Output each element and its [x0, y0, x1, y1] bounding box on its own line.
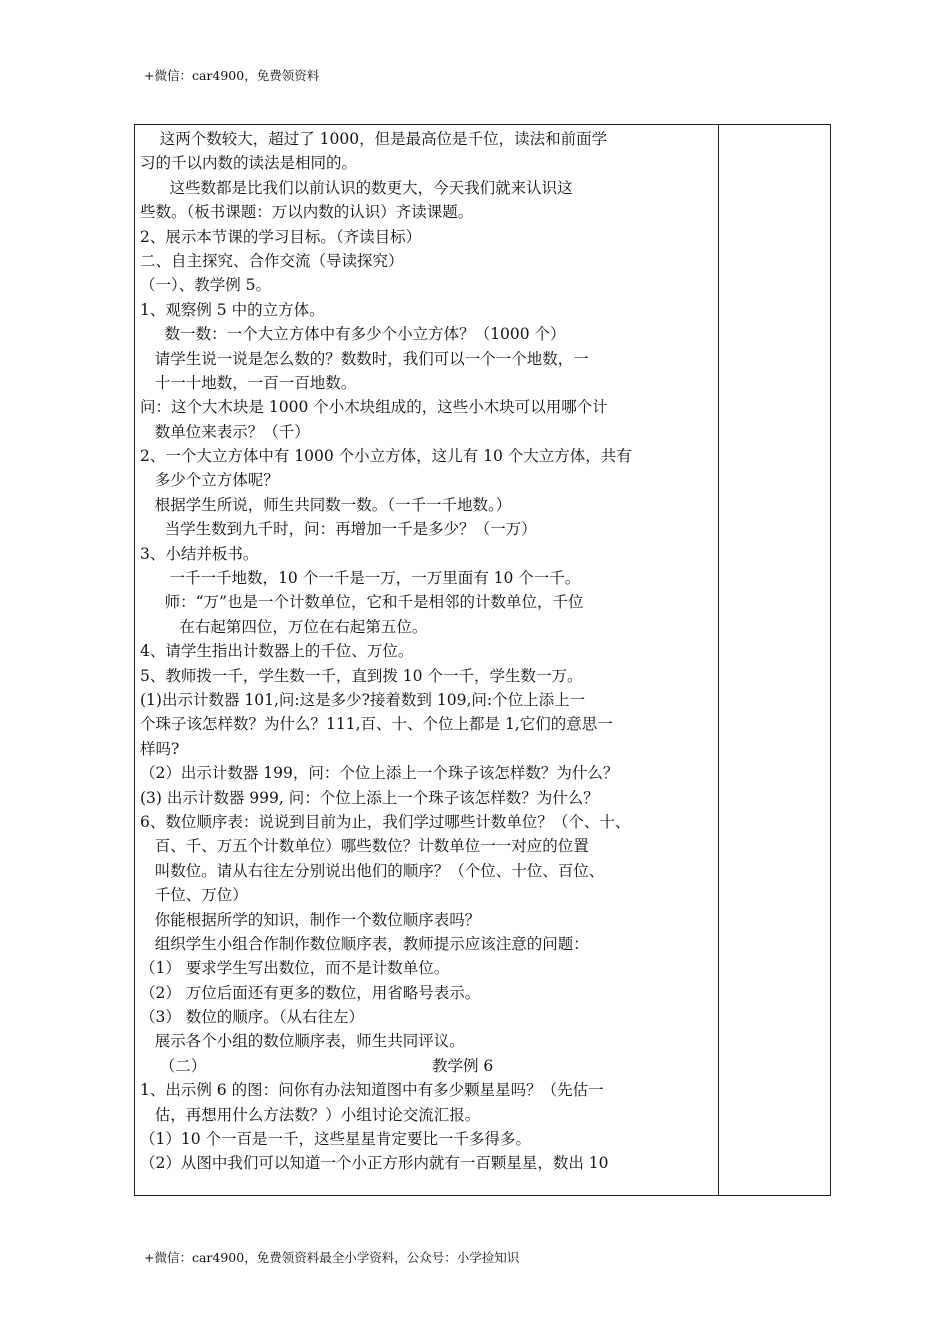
text-line: （1） 要求学生写出数位，而不是计数单位。 — [140, 959, 450, 978]
text-line: 问：这个大木块是 1000 个小木块组成的，这些小木块可以用哪个计 — [140, 398, 608, 417]
text-line: 2、一个大立方体中有 1000 个小立方体，这儿有 10 个大立方体，共有 — [140, 447, 632, 466]
text-line: 5、教师拨一千，学生数一千，直到拨 10 个一千，学生数一万。 — [140, 666, 583, 685]
text-line: 当学生数到九千时，问：再增加一千是多少？（一万） — [140, 520, 537, 539]
text-line: 师：“万”也是一个计数单位，它和千是相邻的计数单位，千位 — [140, 593, 584, 612]
text-line: 数一数：一个大立方体中有多少个小立方体？（1000 个） — [140, 325, 566, 344]
column-divider — [718, 124, 719, 1196]
text-line: 这些数都是比我们以前认识的数更大，今天我们就来认识这 — [140, 178, 573, 197]
page-footer: +微信：car4900，免费领资料最全小学资料，公众号：小学捡知识 — [144, 1250, 520, 1265]
text-line: 1、观察例 5 中的立方体。 — [140, 300, 325, 319]
text-line: 叫数位。请从右往左分别说出他们的顺序？（个位、十位、百位、 — [140, 861, 605, 880]
text-line: 根据学生所说，师生共同数一数。（一千一千地数。） — [140, 495, 512, 514]
text-line: 展示各个小组的数位顺序表，师生共同评议。 — [140, 1032, 465, 1051]
page-header: +微信：car4900，免费领资料 — [144, 68, 320, 83]
text-line: 千位、万位） — [140, 886, 248, 905]
text-line: 请学生说一说是怎么数的？数数时，我们可以一个一个地数，一 — [140, 349, 589, 368]
text-line: 组织学生小组合作制作数位顺序表，教师提示应该注意的问题： — [140, 934, 589, 953]
text-line: 十一十地数，一百一百地数。 — [140, 373, 357, 392]
text-line: 2、展示本节课的学习目标。（齐读目标） — [140, 227, 422, 246]
text-line: （2） 万位后面还有更多的数位，用省略号表示。 — [140, 983, 481, 1002]
text-line: （一）、教学例 5。 — [140, 276, 272, 295]
text-line: 习的千以内数的读法是相同的。 — [140, 154, 358, 173]
text-line: 3、小结并板书。 — [140, 544, 259, 563]
section-heading-row — [140, 1054, 712, 1078]
text-line: 百、千、万五个计数单位）哪些数位？计数单位一一对应的位置 — [140, 837, 589, 856]
section-number: （二） — [140, 1056, 207, 1075]
text-line: 样吗? — [140, 739, 180, 758]
text-line: 数单位来表示？（千） — [140, 422, 310, 441]
section-title: 教学例 6 — [432, 1056, 494, 1075]
text-line: 在右起第四位，万位在右起第五位。 — [140, 617, 428, 636]
text-line: (1)出示计数器 101,问:这是多少?接着数到 109,问:个位上添上一 — [140, 690, 586, 709]
text-line: （2）出示计数器 199，问：个位上添上一个珠子该怎样数？为什么？ — [140, 764, 619, 783]
text-line: (3) 出示计数器 999, 问：个位上添上一个珠子该怎样数？为什么？ — [140, 788, 599, 807]
text-line: 1、出示例 6 的图：问你有办法知道图中有多少颗星星吗？（先估一 — [140, 1081, 604, 1100]
text-line: 个珠子该怎样数？为什么？111,百、十、个位上都是 1,它们的意思一 — [140, 715, 613, 734]
text-line: （2）从图中我们可以知道一个小正方形内就有一百颗星星，数出 10 — [140, 1154, 609, 1173]
text-line: 些数。（板书课题：万以内数的认识）齐读课题。 — [140, 203, 474, 222]
lesson-content — [140, 127, 712, 1176]
text-line: 6、数位顺序表：说说到目前为止，我们学过哪些计数单位？（个、十、 — [140, 812, 631, 831]
text-line: （1）10 个一百是一千，这些星星肯定要比一千多得多。 — [140, 1130, 532, 1149]
text-line: 4、请学生指出计数器上的千位、万位。 — [140, 642, 414, 661]
text-line: （3） 数位的顺序。（从右往左） — [140, 1008, 365, 1027]
text-line: 你能根据所学的知识，制作一个数位顺序表吗？ — [140, 910, 481, 929]
text-line: 这两个数较大，超过了 1000，但是最高位是千位，读法和前面学 — [140, 130, 608, 148]
text-line: 多少个立方体呢？ — [140, 471, 279, 490]
section-heading: 二、自主探究、合作交流（导读探究） — [140, 251, 404, 270]
text-line: 估，再想用什么方法数？）小组讨论交流汇报。 — [140, 1105, 481, 1124]
text-line: 一千一千地数，10 个一千是一万，一万里面有 10 个一千。 — [140, 569, 581, 588]
